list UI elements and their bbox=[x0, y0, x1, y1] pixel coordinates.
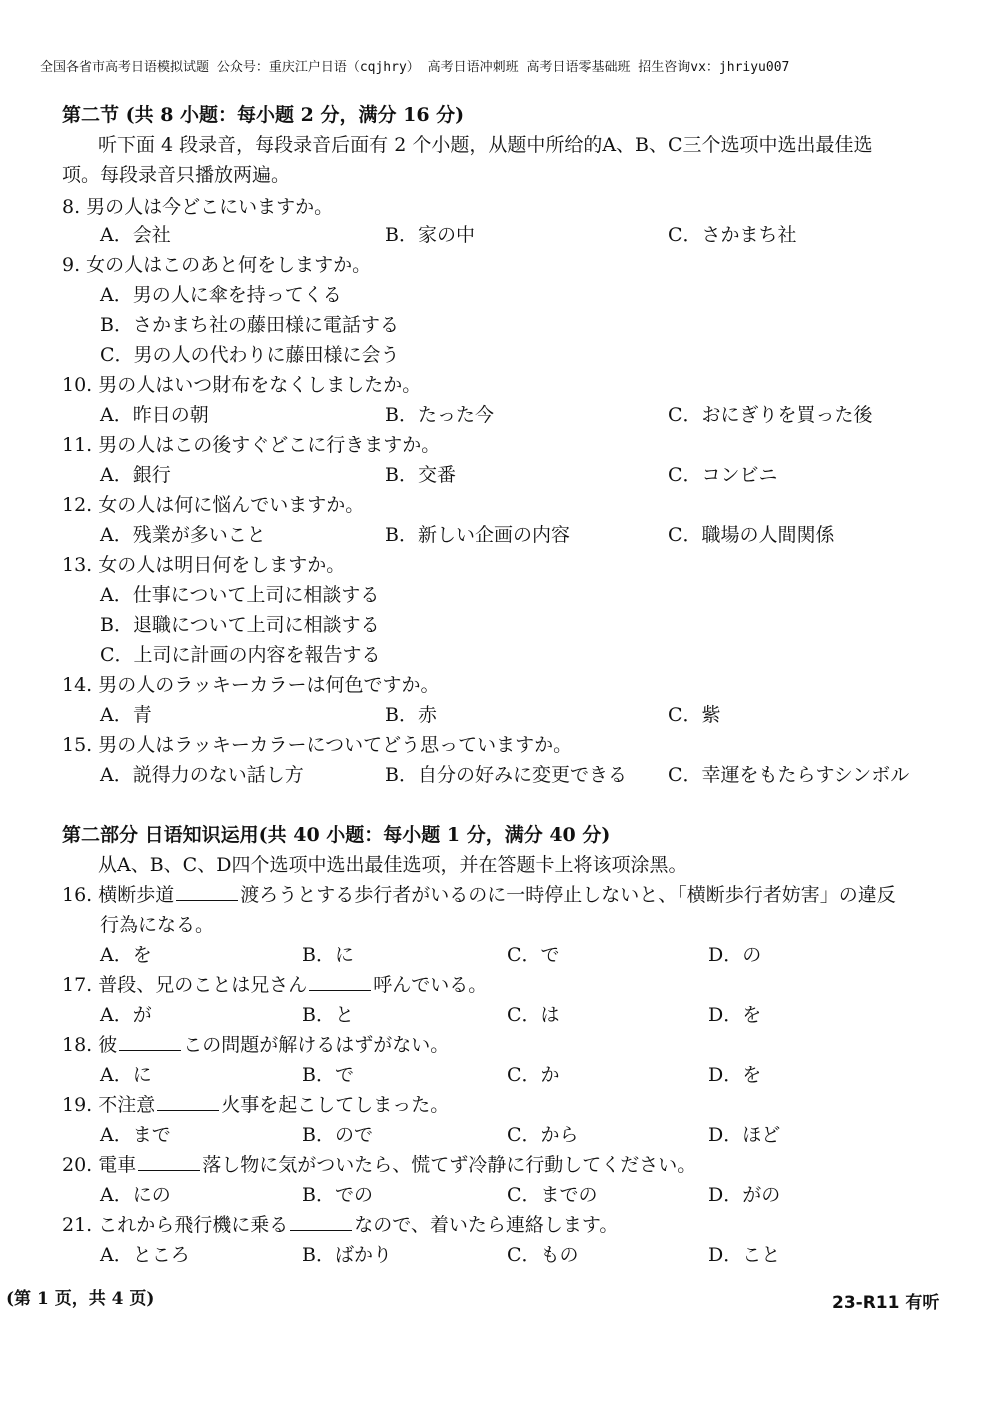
answer-blank bbox=[119, 1032, 181, 1051]
option-14b: B．赤 bbox=[385, 704, 437, 726]
answer-blank bbox=[290, 1212, 352, 1231]
option-10b: B．たった今 bbox=[385, 404, 494, 426]
answer-blank bbox=[309, 972, 371, 991]
question-12: 12. 女の人は何に悩んでいますか。 bbox=[62, 494, 365, 516]
option-15a: A．説得力のない話し方 bbox=[100, 764, 304, 786]
option-14c: C．紫 bbox=[668, 704, 721, 726]
paper-code: 23-R11 有听 bbox=[832, 1293, 940, 1313]
option-15b: B．自分の好みに変更できる bbox=[385, 764, 627, 786]
question-19 bbox=[62, 1090, 449, 1117]
question-18-rest: この問題が解けるはずがない。 bbox=[183, 1034, 450, 1056]
option-20b: B．での bbox=[302, 1184, 373, 1206]
question-20-rest: 落し物に気がついたら、慌てず冷静に行動してください。 bbox=[202, 1154, 697, 1176]
option-18a: A．に bbox=[100, 1064, 152, 1086]
option-17a: A．が bbox=[100, 1004, 152, 1026]
option-18c: C．か bbox=[507, 1064, 560, 1086]
option-9b: B．さかまち社の藤田様に電話する bbox=[100, 314, 399, 336]
option-17b: B．と bbox=[302, 1004, 354, 1026]
part2-title: 第二部分 日语知识运用(共 40 小题：每小题 1 分，满分 40 分) bbox=[62, 824, 611, 846]
section-instruction: 听下面 4 段录音，每段录音后面有 2 个小题，从题中所给的A、B、C三个选项中选出最佳选 bbox=[98, 134, 873, 156]
option-18b: B．で bbox=[302, 1064, 354, 1086]
question-18-stem: 18. 彼 bbox=[62, 1034, 118, 1056]
option-21a: A．ところ bbox=[100, 1244, 190, 1266]
question-16-rest: 渡ろうとする歩行者がいるのに一時停止しないと、「横断歩行者妨害」の違反 bbox=[240, 884, 896, 906]
question-16-stem: 16. 横断歩道 bbox=[62, 884, 175, 906]
option-12b: B．新しい企画の内容 bbox=[385, 524, 570, 546]
question-8: 8. 男の人は今どこにいますか。 bbox=[62, 196, 334, 218]
option-12c: C．職場の人間関係 bbox=[668, 524, 835, 546]
option-21b: B．ばかり bbox=[302, 1244, 392, 1266]
section-instruction-cont: 项。每段录音只播放两遍。 bbox=[62, 164, 291, 186]
question-14: 14. 男の人のラッキーカラーは何色ですか。 bbox=[62, 674, 440, 696]
page-header: 全国各省市高考日语模拟试题 公众号：重庆江户日语（cqjhry） 高考日语冲刺班 高考日语零基础班 招生咨询vx：jhriyu007 bbox=[40, 60, 790, 75]
question-19-stem: 19. 不注意 bbox=[62, 1094, 156, 1116]
answer-blank bbox=[176, 882, 238, 901]
option-17d: D．を bbox=[708, 1004, 762, 1026]
option-13a: A．仕事について上司に相談する bbox=[100, 584, 380, 606]
option-17c: C．は bbox=[507, 1004, 560, 1026]
option-16b: B．に bbox=[302, 944, 354, 966]
option-9a: A．男の人に傘を持ってくる bbox=[100, 284, 342, 306]
option-8b: B．家の中 bbox=[385, 224, 475, 246]
option-8a: A．会社 bbox=[100, 224, 171, 246]
option-20c: C．までの bbox=[507, 1184, 598, 1206]
question-21 bbox=[62, 1210, 618, 1237]
question-10: 10. 男の人はいつ財布をなくしましたか。 bbox=[62, 374, 422, 396]
question-18 bbox=[62, 1030, 449, 1057]
option-20a: A．にの bbox=[100, 1184, 171, 1206]
option-19b: B．ので bbox=[302, 1124, 373, 1146]
option-11b: B．交番 bbox=[385, 464, 456, 486]
option-10a: A．昨日の朝 bbox=[100, 404, 209, 426]
option-16c: C．で bbox=[507, 944, 560, 966]
option-13c: C．上司に計画の内容を報告する bbox=[100, 644, 381, 666]
option-11c: C．コンビニ bbox=[668, 464, 778, 486]
option-18d: D．を bbox=[708, 1064, 762, 1086]
question-21-stem: 21. これから飛行機に乗る bbox=[62, 1214, 289, 1236]
question-17-rest: 呼んでいる。 bbox=[373, 974, 488, 996]
question-13: 13. 女の人は明日何をしますか。 bbox=[62, 554, 346, 576]
answer-blank bbox=[157, 1092, 219, 1111]
option-21c: C．もの bbox=[507, 1244, 579, 1266]
question-17-stem: 17. 普段、兄のことは兄さん bbox=[62, 974, 308, 996]
option-14a: A．青 bbox=[100, 704, 152, 726]
option-16a: A．を bbox=[100, 944, 152, 966]
option-20d: D．がの bbox=[708, 1184, 781, 1206]
answer-blank bbox=[138, 1152, 200, 1171]
option-15c: C．幸運をもたらすシンボル bbox=[668, 764, 910, 786]
option-19c: C．から bbox=[507, 1124, 579, 1146]
part2-instruction: 从A、B、C、D四个选项中选出最佳选项，并在答题卡上将该项涂黑。 bbox=[98, 854, 688, 876]
option-9c: C．男の人の代わりに藤田様に会う bbox=[100, 344, 400, 366]
question-16 bbox=[62, 880, 896, 907]
option-16d: D．の bbox=[708, 944, 762, 966]
page-number: (第 1 页，共 4 页) bbox=[6, 1289, 155, 1309]
option-12a: A．残業が多いこと bbox=[100, 524, 266, 546]
question-21-rest: なので、着いたら連絡します。 bbox=[354, 1214, 619, 1236]
option-13b: B．退職について上司に相談する bbox=[100, 614, 380, 636]
question-20 bbox=[62, 1150, 696, 1177]
question-20-stem: 20. 電車 bbox=[62, 1154, 137, 1176]
section-title: 第二节 (共 8 小题：每小题 2 分，满分 16 分) bbox=[62, 104, 465, 126]
question-9: 9. 女の人はこのあと何をしますか。 bbox=[62, 254, 372, 276]
option-19a: A．まで bbox=[100, 1124, 171, 1146]
option-21d: D．こと bbox=[708, 1244, 781, 1266]
question-17 bbox=[62, 970, 487, 997]
question-15: 15. 男の人はラッキーカラーについてどう思っていますか。 bbox=[62, 734, 573, 756]
question-11: 11. 男の人はこの後すぐどこに行きますか。 bbox=[62, 434, 441, 456]
option-8c: C．さかまち社 bbox=[668, 224, 797, 246]
option-10c: C．おにぎりを買った後 bbox=[668, 404, 873, 426]
option-11a: A．銀行 bbox=[100, 464, 171, 486]
question-16-cont: 行為になる。 bbox=[100, 914, 215, 936]
option-19d: D．ほど bbox=[708, 1124, 781, 1146]
question-19-rest: 火事を起こしてしまった。 bbox=[221, 1094, 450, 1116]
